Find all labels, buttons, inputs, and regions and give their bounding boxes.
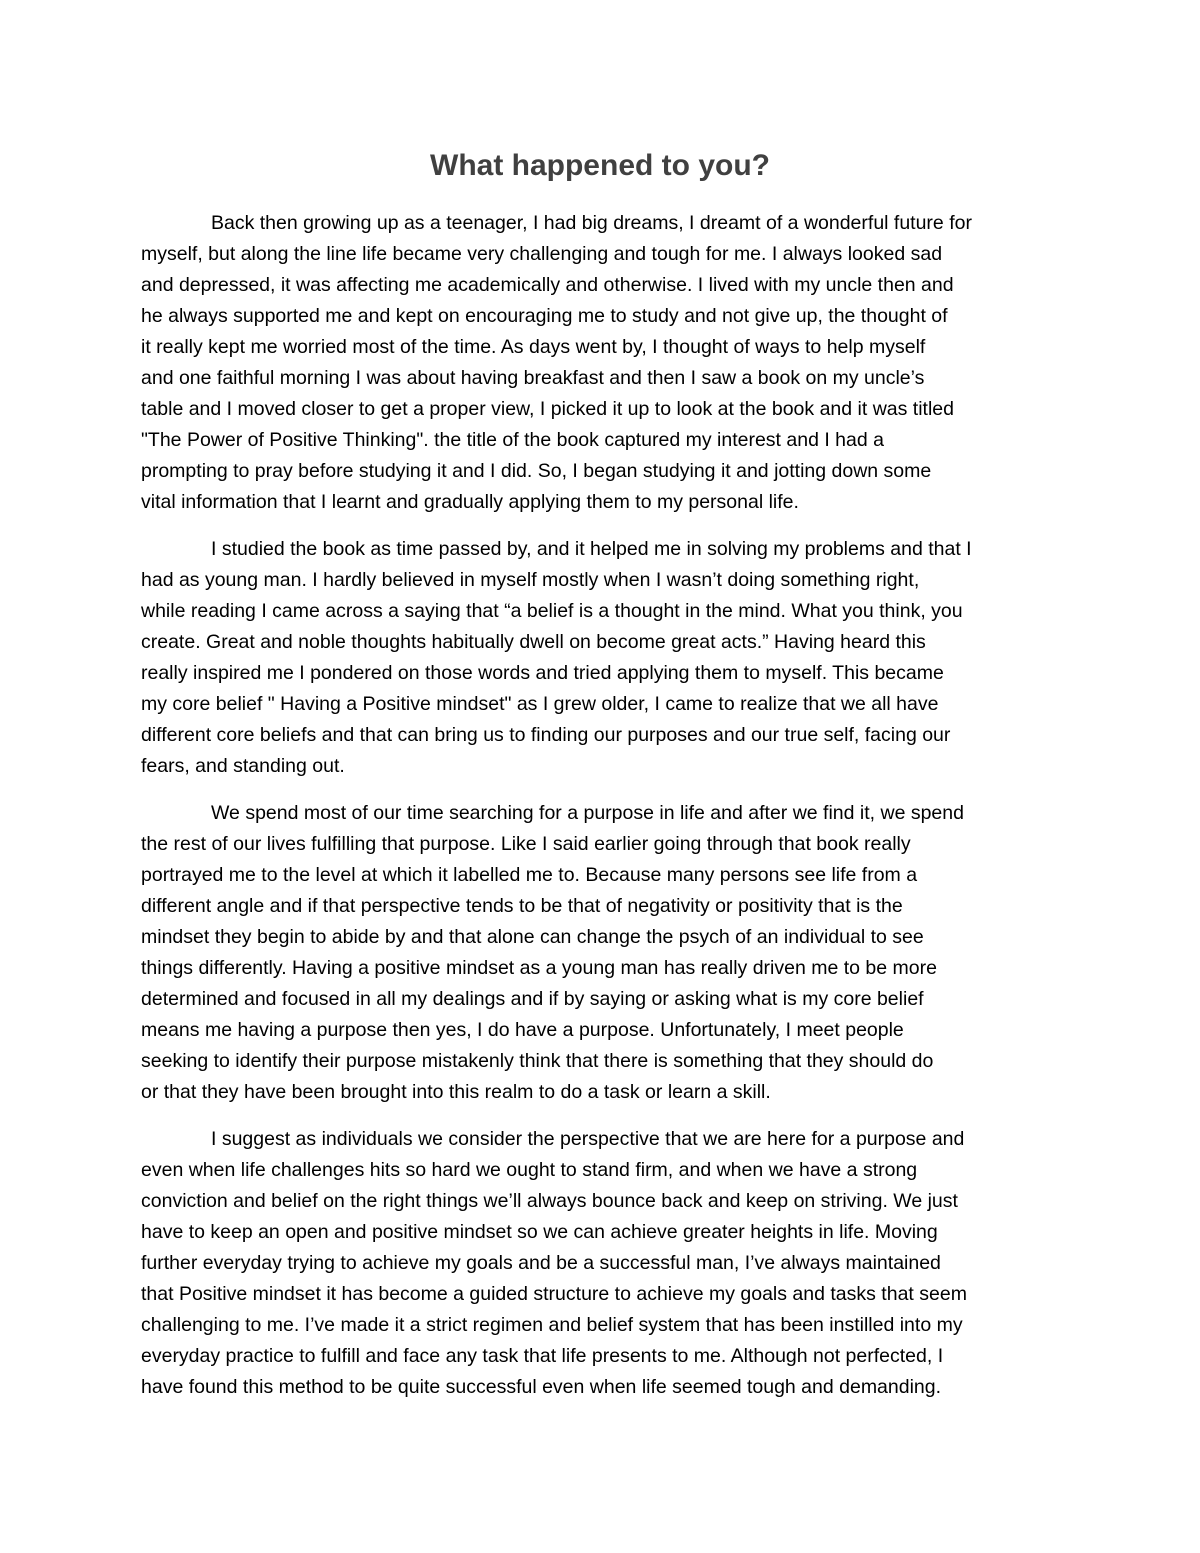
text-line: create. Great and noble thoughts habitually dwell on become great acts.” Having heard this: [141, 631, 926, 653]
text-line: that Positive mindset it has become a guided structure to achieve my goals and tasks that seem: [141, 1283, 967, 1305]
text-line: Back then growing up as a teenager, I had big dreams, I dreamt of a wonderful future for: [211, 212, 972, 234]
text-line: had as young man. I hardly believed in myself mostly when I wasn’t doing something right,: [141, 569, 920, 591]
text-line: portrayed me to the level at which it labelled me to. Because many persons see life from a: [141, 864, 918, 886]
text-line: means me having a purpose then yes, I do have a purpose. Unfortunately, I meet people: [141, 1019, 904, 1041]
paragraph-1: [141, 208, 1059, 518]
text-line: seeking to identify their purpose mistakenly think that there is something that they should do: [141, 1050, 934, 1072]
text-line: challenging to me. I’ve made it a strict regimen and belief system that has been instilled into my: [141, 1314, 963, 1336]
document-body: [141, 208, 1059, 1403]
text-line: have found this method to be quite successful even when life seemed tough and demanding.: [141, 1376, 942, 1398]
text-line: everyday practice to fulfill and face any task that life presents to me. Although not perfected, I: [141, 1345, 944, 1367]
text-line: I suggest as individuals we consider the perspective that we are here for a purpose and: [211, 1128, 965, 1150]
text-line: conviction and belief on the right things we’ll always bounce back and keep on striving. We just: [141, 1190, 958, 1212]
text-line: my core belief " Having a Positive mindset" as I grew older, I came to realize that we all have: [141, 693, 939, 715]
text-line: while reading I came across a saying that “a belief is a thought in the mind. What you think, you: [141, 600, 963, 622]
text-line: determined and focused in all my dealings and if by saying or asking what is my core belief: [141, 988, 924, 1010]
text-line: and depressed, it was affecting me academically and otherwise. I lived with my uncle then and: [141, 274, 954, 296]
text-line: and one faithful morning I was about having breakfast and then I saw a book on my uncle’s: [141, 367, 925, 389]
text-line: We spend most of our time searching for a purpose in life and after we find it, we spend: [211, 802, 964, 824]
text-line: fears, and standing out.: [141, 755, 345, 777]
text-line: different core beliefs and that can bring us to finding our purposes and our true self, facing our: [141, 724, 951, 746]
text-line: or that they have been brought into this realm to do a task or learn a skill.: [141, 1081, 771, 1103]
text-line: myself, but along the line life became very challenging and tough for me. I always looked sad: [141, 243, 943, 265]
text-line: really inspired me I pondered on those words and tried applying them to myself. This became: [141, 662, 944, 684]
text-line: prompting to pray before studying it and I did. So, I began studying it and jotting down some: [141, 460, 932, 482]
paragraph-3: [141, 798, 1059, 1108]
text-line: the rest of our lives fulfilling that purpose. Like I said earlier going through that book really: [141, 833, 911, 855]
text-line: have to keep an open and positive mindset so we can achieve greater heights in life. Moving: [141, 1221, 938, 1243]
text-line: things differently. Having a positive mindset as a young man has really driven me to be more: [141, 957, 937, 979]
text-line: mindset they begin to abide by and that alone can change the psych of an individual to see: [141, 926, 924, 948]
text-line: table and I moved closer to get a proper view, I picked it up to look at the book and it was titled: [141, 398, 954, 420]
text-line: it really kept me worried most of the time. As days went by, I thought of ways to help myself: [141, 336, 926, 358]
text-line: I studied the book as time passed by, and it helped me in solving my problems and that I: [211, 538, 972, 560]
text-line: vital information that I learnt and gradually applying them to my personal life.: [141, 491, 799, 513]
paragraph-4: [141, 1124, 1059, 1403]
text-line: different angle and if that perspective tends to be that of negativity or positivity that is the: [141, 895, 903, 917]
text-line: further everyday trying to achieve my goals and be a successful man, I’ve always maintained: [141, 1252, 941, 1274]
document-title: What happened to you?: [430, 149, 770, 182]
text-line: "The Power of Positive Thinking". the title of the book captured my interest and I had a: [141, 429, 884, 451]
text-line: he always supported me and kept on encouraging me to study and not give up, the thought of: [141, 305, 948, 327]
text-line: even when life challenges hits so hard we ought to stand firm, and when we have a strong: [141, 1159, 918, 1181]
paragraph-2: [141, 534, 1059, 782]
